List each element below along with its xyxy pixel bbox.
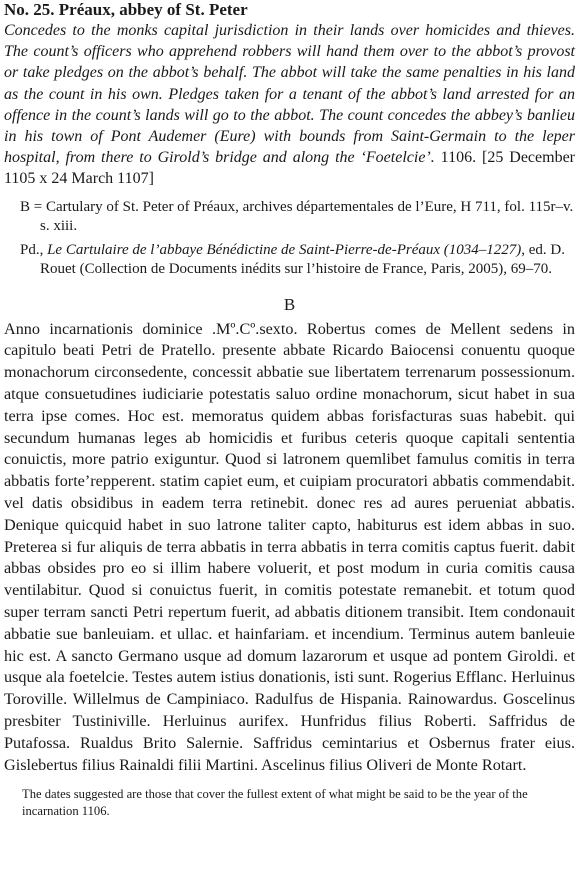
source-suffix: , ed. D. Rouet (Collection de Documents inédits sur l’histoire de France, Paris, 2005), 69–70. — [40, 241, 566, 277]
sources-list — [4, 198, 575, 279]
charter-summary — [4, 20, 575, 190]
source-prefix: Pd., — [20, 241, 48, 258]
source-manuscript: B = Cartulary of St. Peter of Préaux, archives départementales de l’Eure, H 711, fol. 115r–v. s. xiii. — [20, 198, 574, 234]
source-edition-title: Le Cartulaire de l’abbaye Bénédictine de Saint-Pierre-de-Préaux (1034–1227) — [47, 241, 522, 258]
footnote: The dates suggested are those that cover the fullest extent of what might be said to be the year of the incarnation 1106. — [22, 787, 528, 819]
manuscript-label: B — [283, 294, 296, 314]
source-printed-edition — [4, 241, 575, 279]
charter-dating: 1106. [25 December 1105 x 24 March 1107] — [4, 149, 575, 188]
summary-text: Concedes to the monks capital jurisdiction in their lands over homicides and thieves. The count’s officers who apprehend robbers will hand them over to the abbot’s provost or take pledges on the abbot’s behalf. The abbot will take the same penalties in his land as the count in his own. Pledges taken for a tenant of the abbot’s land arrested for an offence in the count’s lands will go to the abbot. The count concedes the abbey’s banlieu in his town of Pont Audemer (Eure) with bounds from Saint-Germain to the leper hospital, from there to Girold’s bridge and along the ‘Foetelcie’. — [4, 22, 575, 167]
latin-charter-text: Anno incarnationis dominice .Mº.Cº.sexto. Robertus comes de Mellent sedens in capitulo beati Petri de Pratello. presente abbate Ricardo Baiocensi conuentu quoque monachorum circonsedente, concessit abbatie sue libertatem terrenarum possessionum. atque consuetudines iudiciarie potestatis saluo ordine monachorum, sicut habet in sua terra ipse comes. Hoc est. memoratus quidem abbas forisfacturas suas habebit. qui secundum humanas leges ab homicidis et furibus ceteris quoque capitali sententia conuictis, more patrio exiguntur. Quod si latronem quemlibet famulus comitis in terra abbatis forte’repperent. statim capiet eum, et cuipiam procuratori abbatis commendabit. vel datis obsidibus in eadem terra retinebit. donec res ad aures perueniat abbatis. Denique quicquid habet in suo latrone taliter capto, habiturus est idem abbas in suo. Preterea si fur aliquis de terra abbatis in terra abbatis in terra comitis captus fuerit. dabit abbas obsides pro eo si illim habere voluerit, et post modum in curia comitis causa ventilabitur. Quod si conuictus fuerit, in comitis potestate remanebit. et totum quod super terram sancti Petri repertum fuerit, ad abbatis ditionem transibit. Item condonauit abbatie sue banleuiam. et ullac. et hainfariam. et incendium. Terminus autem banleuie hic est. A sancto Germano usque ad domum lazarorum et usque ad pontem Giroldi. et usque ala foetelcie. Testes autem istius donationis, isti sunt. Rogerius Efflanc. Herluinus Toroville. Willelmus de Campiniaco. Radulfus de Hispania. Rainowardus. Goscelinus presbiter Tustiniville. Herluinus aurifex. Hunfridus filius Roberti. Saffridus de Putafossa. Rualdus Brito Salernie. Saffridus cemintarius et Osbernus frater eius. Gislebertus filius Rainaldi filii Martini. Ascelinus filius Oliveri de Monte Rotart. — [4, 319, 575, 774]
charter-heading: No. 25. Préaux, abbey of St. Peter — [4, 0, 248, 19]
